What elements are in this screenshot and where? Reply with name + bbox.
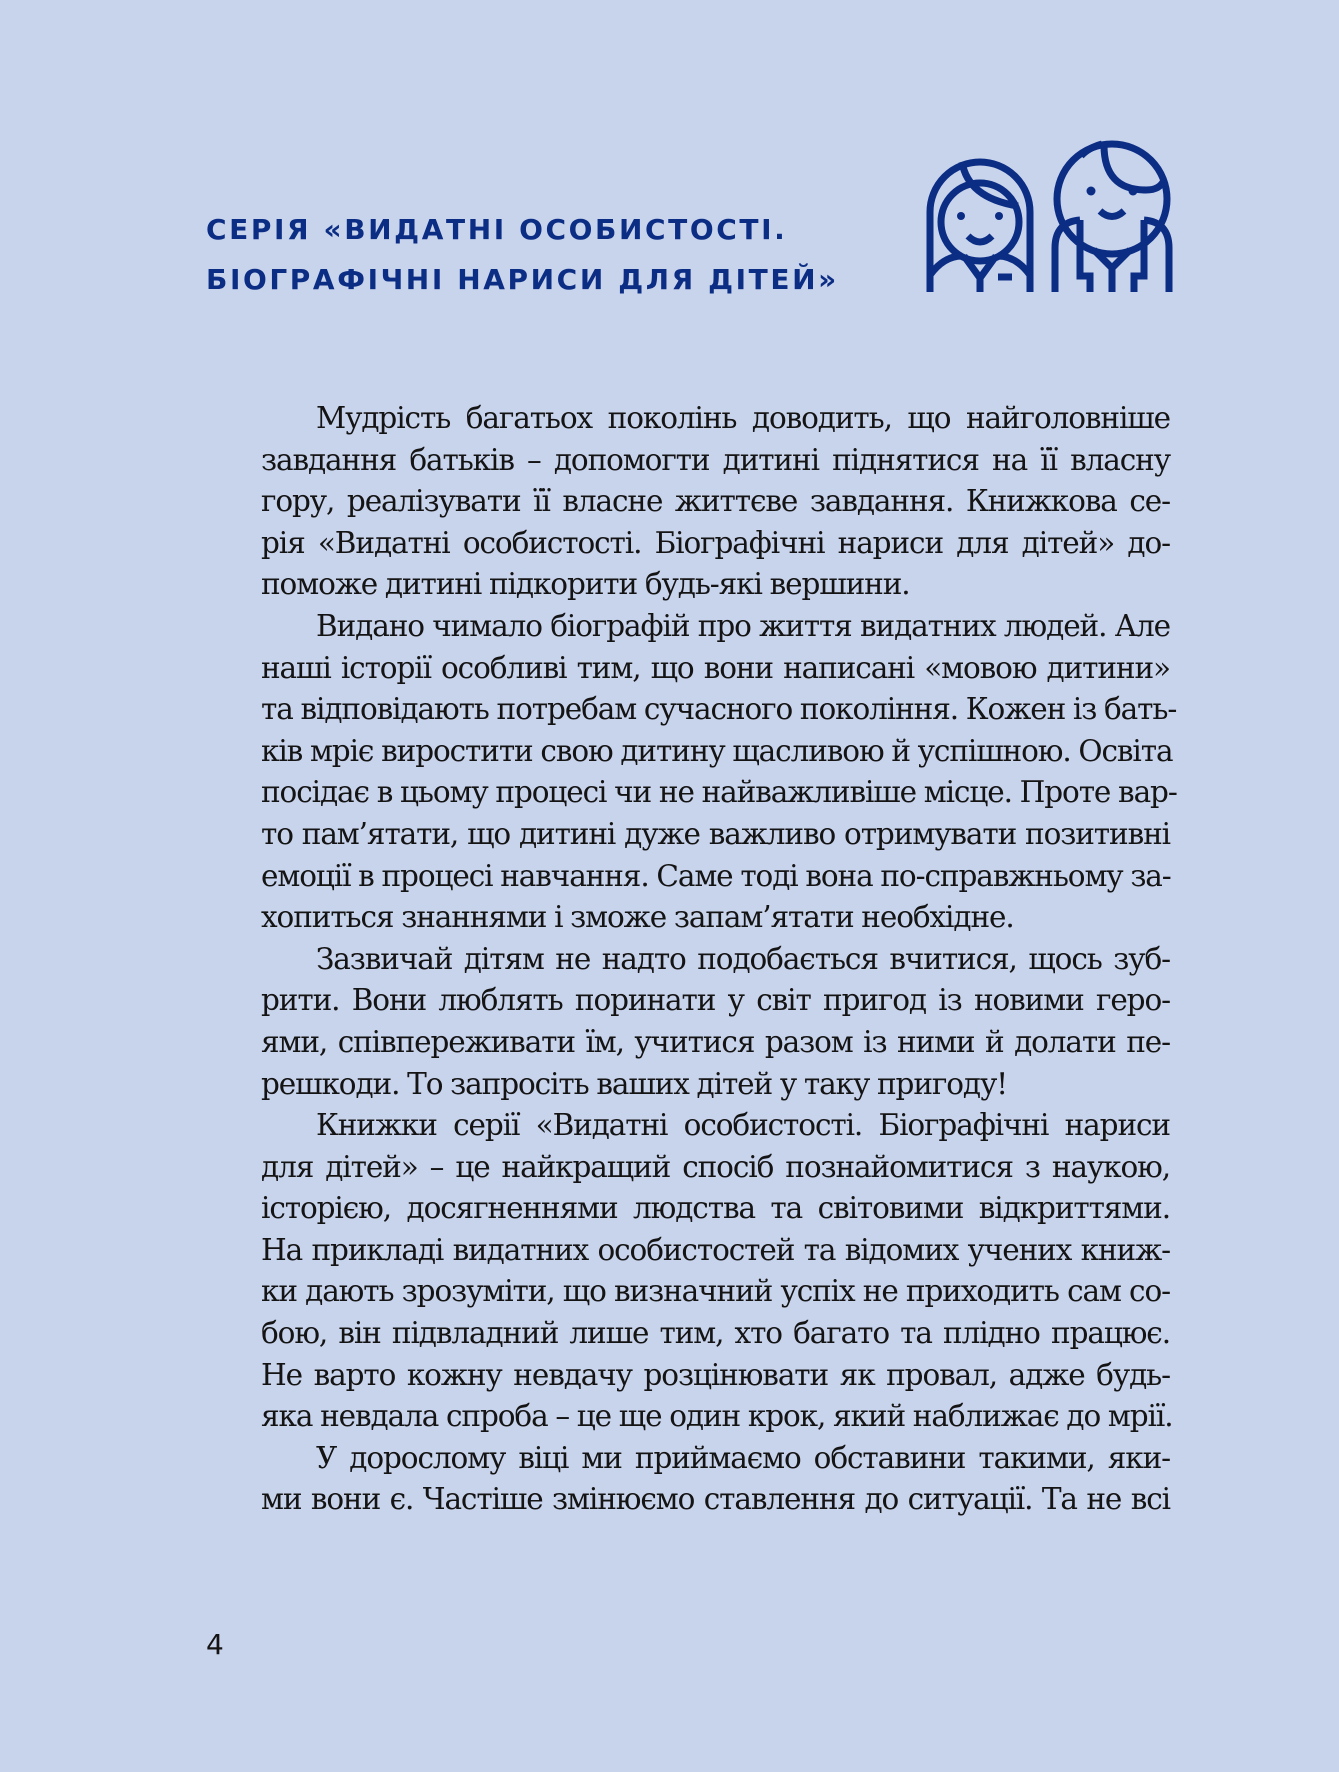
text-line: Зазвичай дітям не надто подобається вчитися, щось зуб- [316,941,1170,976]
text-line: решкоди. То запросіть ваших дітей у таку пригоду! [261,1066,1007,1101]
text-line: гору, реалізувати її власне життєве завдання. Книжкова се- [261,484,1170,519]
text-line: ми вони є. Частіше змінюємо ставлення до ситуації. Та не всі [261,1482,1170,1517]
text-line: ями, співпереживати їм, учитися разом із ними й долати пе- [261,1024,1170,1059]
series-heading [206,205,906,305]
text-line: рити. Вони люблять поринати у світ пригод із новими геро- [261,983,1170,1018]
boy-icon [1055,144,1169,292]
paragraph-1 [206,398,1170,606]
text-line: бою, він підвладний лише тим, хто багато та плідно працює. [261,1316,1170,1351]
text-line: історією, досягненнями людства та світовими відкриттями. [261,1191,1170,1226]
paragraph-2 [206,606,1177,939]
text-line: то пам’ятати, що дитині дуже важливо отримувати позитивні [261,816,1170,851]
paragraph-4 [206,1105,1173,1438]
text-line: для дітей» – це найкращий спосіб познайомитися з наукою, [261,1149,1170,1184]
text-line: Видано чимало біографій про життя видатних людей. Але [316,608,1170,643]
paragraph-5 [206,1438,1170,1521]
text-line: та відповідають потребам сучасного покоління. Кожен із бать- [261,692,1177,727]
page-number: 4 [206,1628,224,1661]
paragraph-3 [206,939,1170,1105]
text-line: хопиться знаннями і зможе запам’ятати необхідне. [261,900,1014,935]
text-line: У дорослому віці ми приймаємо обставини такими, яки- [316,1440,1170,1475]
text-line: Мудрість багатьох поколінь доводить, що найголовніше [316,401,1170,435]
text-line: рія «Видатні особистості. Біографічні нариси для дітей» до- [261,525,1170,560]
text-line: посідає в цьому процесі чи не найважливіше місце. Проте вар- [261,775,1177,810]
text-line: ків мріє виростити свою дитину щасливою й успішною. Освіта [261,733,1173,768]
series-heading-line-2: БІОГРАФІЧНІ НАРИСИ ДЛЯ ДІТЕЙ» [206,263,839,296]
text-line: Не варто кожну невдачу розцінювати як провал, адже будь- [261,1357,1170,1392]
text-line: поможе дитині підкорити будь-які вершини. [261,567,910,602]
body-text [206,398,1177,1521]
girl-icon [930,162,1030,292]
girl-and-boy-icon [920,130,1180,300]
text-line: На прикладі видатних особистостей та відомих учених книж- [261,1232,1170,1267]
text-line: ки дають зрозуміти, що визначний успіх не приходить сам со- [261,1274,1170,1309]
text-line: емоції в процесі навчання. Саме тоді вона по-справжньому за- [261,858,1171,893]
text-line: яка невдала спроба – це ще один крок, який наближає до мрії. [261,1399,1173,1434]
series-heading-line-1: СЕРІЯ «ВИДАТНІ ОСОБИСТОСТІ. [206,213,788,246]
text-line: наші історії особливі тим, що вони написані «мовою дитини» [261,650,1170,685]
text-line: завдання батьків – допомогти дитині піднятися на її власну [261,442,1170,477]
text-line: Книжки серії «Видатні особистості. Біографічні нариси [316,1108,1170,1143]
